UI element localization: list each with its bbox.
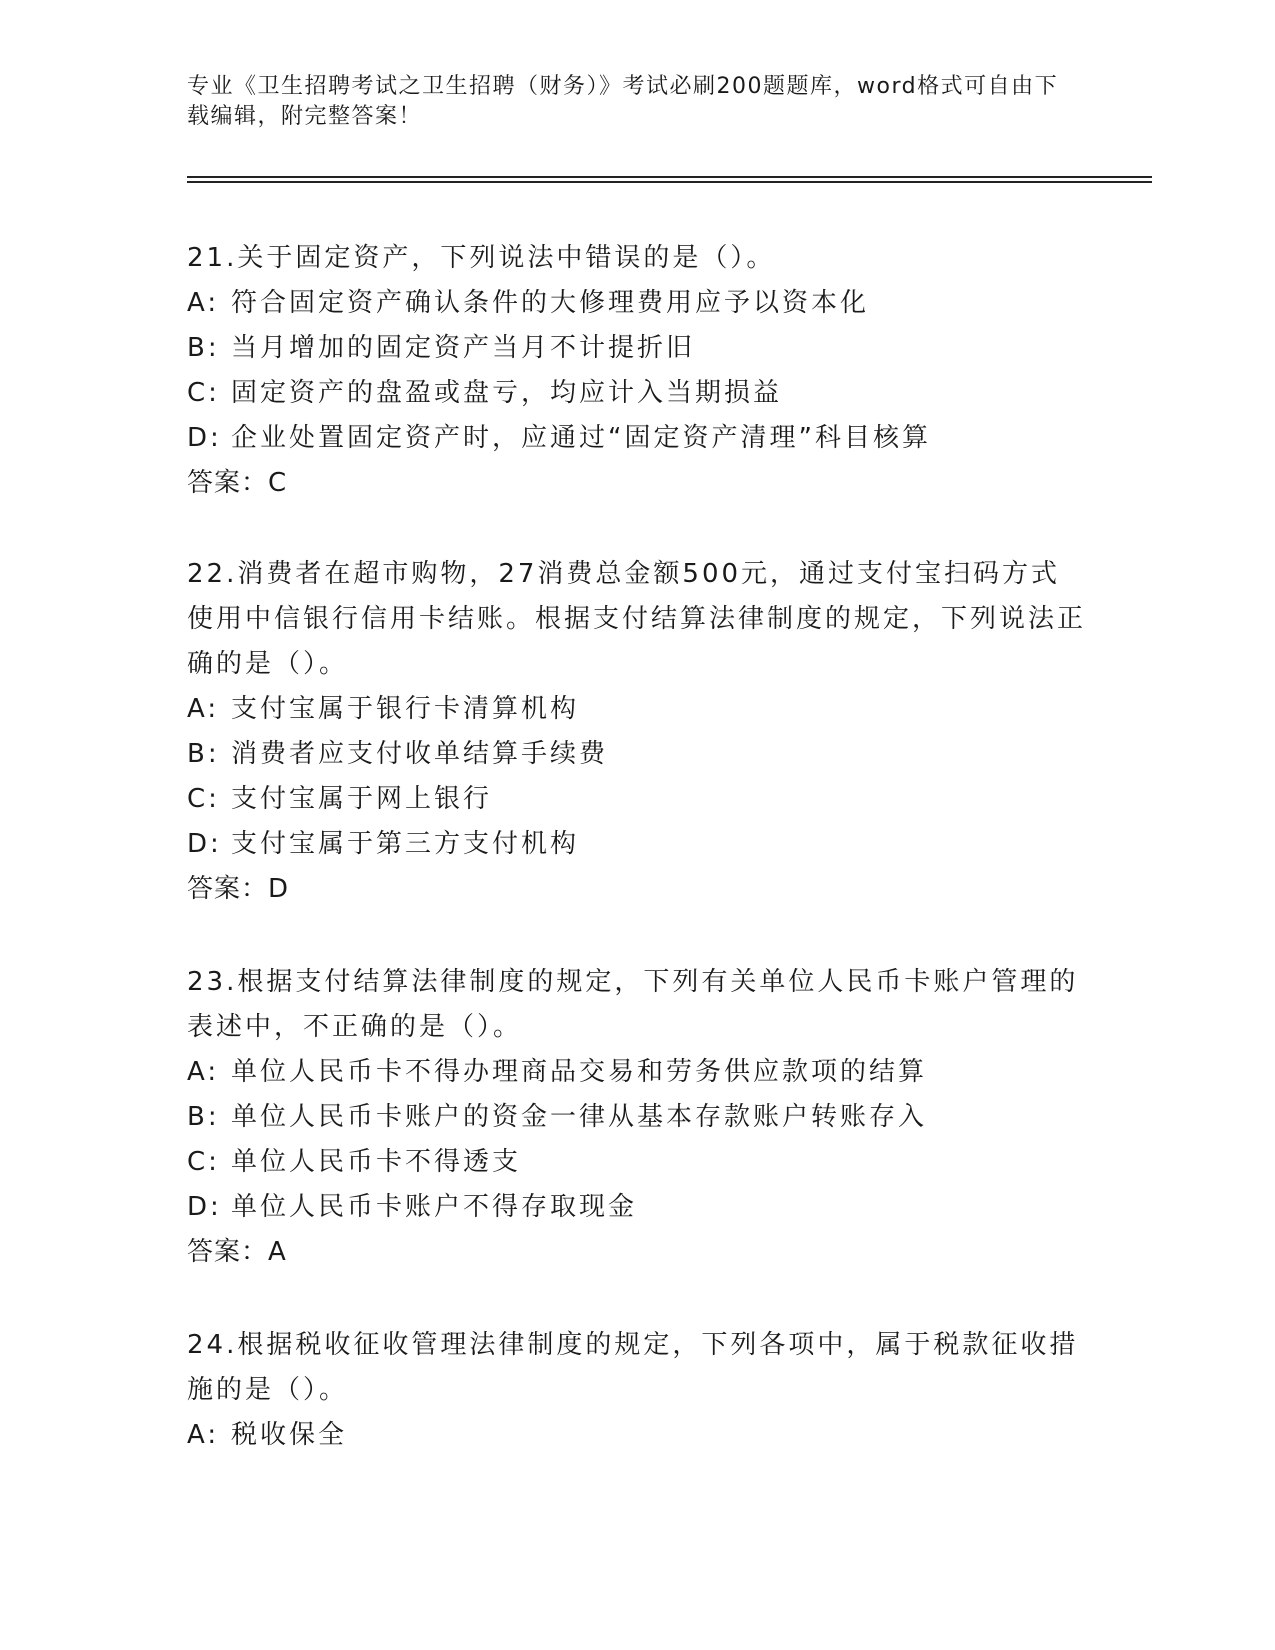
option-d bbox=[187, 416, 1087, 461]
option-b bbox=[187, 1095, 1087, 1140]
option-a bbox=[187, 1413, 1087, 1458]
question-24 bbox=[187, 1323, 1087, 1458]
header-divider-top bbox=[187, 176, 1152, 178]
question-21 bbox=[187, 236, 1087, 506]
answer-line: 答案：A bbox=[187, 1237, 287, 1267]
option-key: A: bbox=[187, 1420, 220, 1450]
option-key: D: bbox=[187, 1192, 222, 1222]
option-text: 支付宝属于第三方支付机构 bbox=[231, 829, 580, 859]
option-text: 企业处置固定资产时，应通过“固定资产清理”科目核算 bbox=[231, 423, 931, 453]
option-text: 支付宝属于银行卡清算机构 bbox=[231, 694, 580, 724]
option-c bbox=[187, 371, 1087, 416]
option-list bbox=[187, 687, 1087, 867]
option-d bbox=[187, 1185, 1087, 1230]
option-c bbox=[187, 1140, 1087, 1185]
option-text: 单位人民币卡账户不得存取现金 bbox=[231, 1192, 638, 1222]
option-key: A: bbox=[187, 1057, 220, 1087]
option-d bbox=[187, 822, 1087, 867]
option-text: 固定资产的盘盈或盘亏，均应计入当期损益 bbox=[231, 378, 783, 408]
option-a bbox=[187, 281, 1087, 326]
question-stem: 23.根据支付结算法律制度的规定，下列有关单位人民币卡账户管理的表述中，不正确的是（）。 bbox=[187, 967, 1079, 1042]
answer-line: 答案：C bbox=[187, 468, 288, 498]
option-key: C: bbox=[187, 378, 220, 408]
option-c bbox=[187, 777, 1087, 822]
option-a bbox=[187, 687, 1087, 732]
answer-line: 答案：D bbox=[187, 874, 290, 904]
option-a bbox=[187, 1050, 1087, 1095]
option-b bbox=[187, 326, 1087, 371]
document-header: 专业《卫生招聘考试之卫生招聘（财务）》考试必刷200题题库，word格式可自由下载编辑，附完整答案！ bbox=[187, 74, 1059, 129]
option-key: C: bbox=[187, 1147, 220, 1177]
option-key: B: bbox=[187, 739, 220, 769]
option-key: A: bbox=[187, 694, 220, 724]
question-23 bbox=[187, 960, 1087, 1275]
option-list bbox=[187, 281, 1087, 461]
question-stem: 21.关于固定资产，下列说法中错误的是（）。 bbox=[187, 243, 776, 273]
option-key: B: bbox=[187, 333, 220, 363]
option-list bbox=[187, 1050, 1087, 1230]
option-text: 符合固定资产确认条件的大修理费用应予以资本化 bbox=[231, 288, 870, 318]
option-key: D: bbox=[187, 829, 222, 859]
option-key: A: bbox=[187, 288, 220, 318]
option-b bbox=[187, 732, 1087, 777]
question-stem: 22.消费者在超市购物，27消费总金额500元，通过支付宝扫码方式使用中信银行信用卡结账。根据支付结算法律制度的规定，下列说法正确的是（）。 bbox=[187, 559, 1087, 679]
option-text: 消费者应支付收单结算手续费 bbox=[231, 739, 609, 769]
question-22 bbox=[187, 552, 1087, 912]
option-text: 支付宝属于网上银行 bbox=[231, 784, 493, 814]
option-text: 税收保全 bbox=[231, 1420, 348, 1450]
option-key: B: bbox=[187, 1102, 220, 1132]
option-key: D: bbox=[187, 423, 222, 453]
option-text: 单位人民币卡不得透支 bbox=[231, 1147, 522, 1177]
option-text: 单位人民币卡不得办理商品交易和劳务供应款项的结算 bbox=[231, 1057, 928, 1087]
option-text: 当月增加的固定资产当月不计提折旧 bbox=[231, 333, 696, 363]
option-key: C: bbox=[187, 784, 220, 814]
option-text: 单位人民币卡账户的资金一律从基本存款账户转账存入 bbox=[231, 1102, 928, 1132]
option-list bbox=[187, 1413, 1087, 1458]
header-divider-bottom bbox=[187, 181, 1152, 183]
question-stem: 24.根据税收征收管理法律制度的规定，下列各项中，属于税款征收措施的是（）。 bbox=[187, 1330, 1079, 1405]
